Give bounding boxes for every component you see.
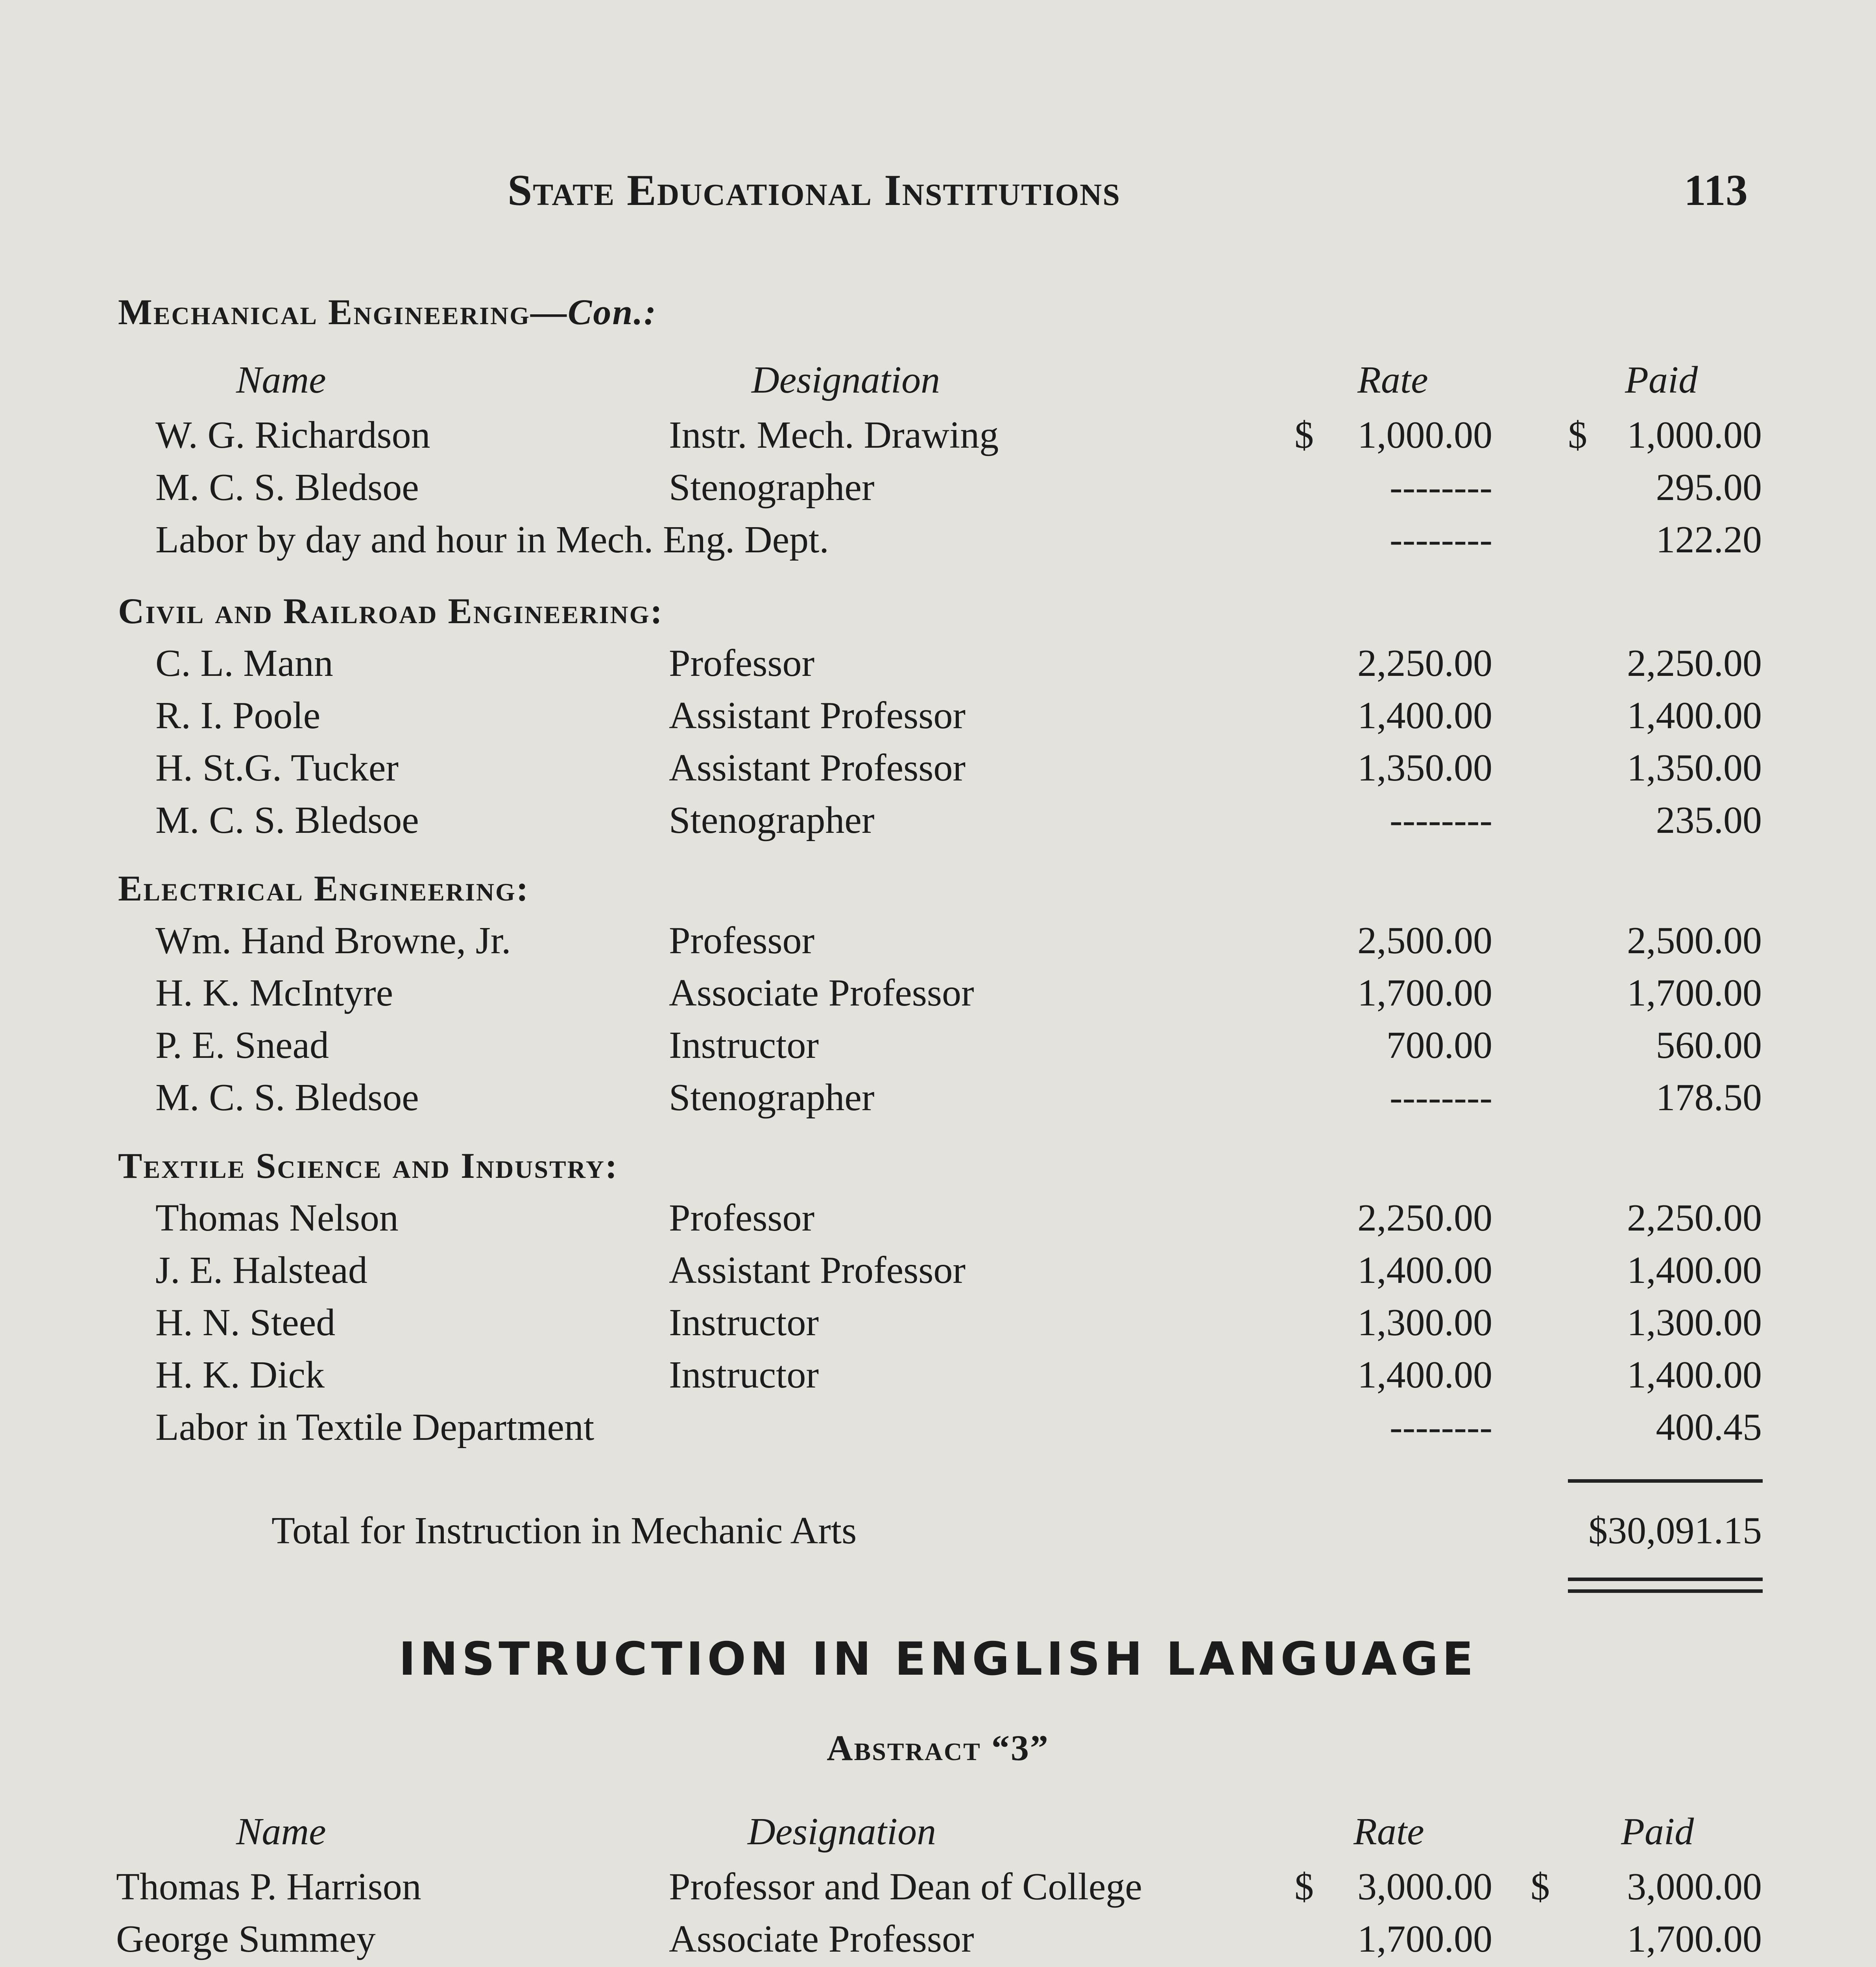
heading-english: INSTRUCTION IN ENGLISH LANGUAGE	[399, 1633, 1477, 1686]
running-header: State Educational Institutions	[508, 166, 1121, 215]
paid: 560.00	[1656, 1024, 1762, 1067]
table-row	[0, 413, 1876, 464]
designation: Professor	[669, 919, 815, 962]
rate: 2,250.00	[1357, 642, 1492, 685]
employee-name: H. K. Dick	[155, 1354, 325, 1396]
table-row	[0, 465, 1876, 517]
designation: Associate Professor	[669, 1918, 974, 1960]
double-rule	[1568, 1578, 1763, 1581]
section-heading-mechanical	[118, 291, 657, 333]
table-row	[0, 1405, 1876, 1456]
paid: 1,700.00	[1627, 972, 1762, 1014]
employee-name: H. K. McIntyre	[155, 972, 393, 1014]
paid: 2,500.00	[1627, 919, 1762, 962]
currency-sign: $	[1294, 414, 1314, 456]
table-row	[0, 518, 1876, 569]
employee-name: George Summey	[116, 1918, 376, 1960]
column-header-designation: Designation	[752, 359, 940, 401]
column-header-name: Name	[236, 359, 326, 401]
column-header-paid: Paid	[1625, 359, 1698, 401]
table-row	[0, 746, 1876, 797]
rate: --------	[1389, 1076, 1492, 1119]
paid: 3,000.00	[1627, 1866, 1762, 1908]
designation: Assistant Professor	[669, 694, 966, 737]
rate: 1,000.00	[1357, 414, 1492, 456]
rate: --------	[1389, 466, 1492, 509]
rate: 700.00	[1386, 1024, 1492, 1067]
table-row	[0, 919, 1876, 970]
total-label: Total for Instruction in Mechanic Arts	[271, 1509, 857, 1552]
employee-name: M. C. S. Bledsoe	[155, 799, 419, 841]
rate: 2,250.00	[1357, 1197, 1492, 1239]
section-continued: Con.:	[567, 292, 657, 332]
employee-name: Wm. Hand Browne, Jr.	[155, 919, 511, 962]
table-row	[0, 1076, 1876, 1127]
rate: 1,400.00	[1357, 694, 1492, 737]
rate: 3,000.00	[1357, 1866, 1492, 1908]
paid: 1,000.00	[1627, 414, 1762, 456]
designation: Professor	[669, 642, 815, 685]
rate: --------	[1389, 519, 1492, 561]
total-value: $30,091.15	[1588, 1509, 1762, 1552]
rate: --------	[1389, 1406, 1492, 1448]
employee-name: H. N. Steed	[155, 1301, 336, 1344]
employee-name: H. St.G. Tucker	[155, 747, 399, 789]
employee-name: M. C. S. Bledsoe	[155, 1076, 419, 1119]
designation: Instructor	[669, 1024, 819, 1067]
rate: 1,700.00	[1357, 1918, 1492, 1960]
table-row	[0, 1196, 1876, 1247]
paid: 178.50	[1656, 1076, 1762, 1119]
employee-name: Labor by day and hour in Mech. Eng. Dept.	[155, 519, 829, 561]
designation: Instr. Mech. Drawing	[669, 414, 999, 456]
rate: 2,500.00	[1357, 919, 1492, 962]
table-row	[0, 1023, 1876, 1074]
paid: 295.00	[1656, 466, 1762, 509]
section-heading-electrical: Electrical Engineering:	[118, 868, 530, 908]
designation: Assistant Professor	[669, 747, 966, 789]
paid: 1,300.00	[1627, 1301, 1762, 1344]
table-row	[0, 1353, 1876, 1404]
paid: 400.45	[1656, 1406, 1762, 1448]
employee-name: M. C. S. Bledsoe	[155, 466, 419, 509]
designation: Stenographer	[669, 799, 875, 841]
paid: 1,400.00	[1627, 694, 1762, 737]
page-number: 113	[1684, 166, 1748, 215]
employee-name: P. E. Snead	[155, 1024, 329, 1067]
employee-name: Thomas P. Harrison	[116, 1866, 421, 1908]
designation: Stenographer	[669, 466, 875, 509]
section-title: Mechanical Engineering—	[118, 292, 568, 332]
paid: 2,250.00	[1627, 1197, 1762, 1239]
table-row	[0, 694, 1876, 745]
column-header-paid: Paid	[1621, 1810, 1694, 1853]
section-heading-textile: Textile Science and Industry:	[118, 1146, 619, 1186]
column-header-designation: Designation	[748, 1810, 936, 1853]
employee-name: C. L. Mann	[155, 642, 333, 685]
paid: 1,350.00	[1627, 747, 1762, 789]
paid: 1,700.00	[1627, 1918, 1762, 1960]
designation: Associate Professor	[669, 972, 974, 1014]
paid: 122.20	[1656, 519, 1762, 561]
paid: 235.00	[1656, 799, 1762, 841]
rate: --------	[1389, 799, 1492, 841]
designation: Assistant Professor	[669, 1249, 966, 1292]
total-rule	[1568, 1479, 1763, 1483]
employee-name: J. E. Halstead	[155, 1249, 367, 1292]
currency-sign: $	[1294, 1866, 1314, 1908]
rate: 1,700.00	[1357, 972, 1492, 1014]
table-row	[0, 798, 1876, 849]
designation: Instructor	[669, 1354, 819, 1396]
column-header-rate: Rate	[1357, 359, 1428, 401]
employee-name: Thomas Nelson	[155, 1197, 399, 1239]
column-header-name: Name	[236, 1810, 326, 1853]
rate: 1,300.00	[1357, 1301, 1492, 1344]
currency-sign: $	[1531, 1866, 1550, 1908]
table-row	[0, 1248, 1876, 1299]
abstract-label: Abstract “3”	[827, 1728, 1049, 1768]
employee-name: R. I. Poole	[155, 694, 321, 737]
rate: 1,350.00	[1357, 747, 1492, 789]
designation: Instructor	[669, 1301, 819, 1344]
designation: Stenographer	[669, 1076, 875, 1119]
table-row	[0, 971, 1876, 1022]
rate: 1,400.00	[1357, 1249, 1492, 1292]
employee-name: Labor in Textile Department	[155, 1406, 595, 1448]
paid: 1,400.00	[1627, 1354, 1762, 1396]
employee-name: W. G. Richardson	[155, 414, 430, 456]
table-row	[0, 1301, 1876, 1352]
table-row	[0, 1917, 1876, 1967]
rate: 1,400.00	[1357, 1354, 1492, 1396]
currency-sign: $	[1568, 414, 1587, 456]
table-row	[0, 641, 1876, 692]
double-rule	[1568, 1589, 1763, 1593]
paid: 2,250.00	[1627, 642, 1762, 685]
column-header-rate: Rate	[1353, 1810, 1424, 1853]
designation: Professor	[669, 1197, 815, 1239]
paid: 1,400.00	[1627, 1249, 1762, 1292]
designation: Professor and Dean of College	[669, 1866, 1142, 1908]
section-heading-civil: Civil and Railroad Engineering:	[118, 591, 664, 631]
table-row	[0, 1865, 1876, 1916]
